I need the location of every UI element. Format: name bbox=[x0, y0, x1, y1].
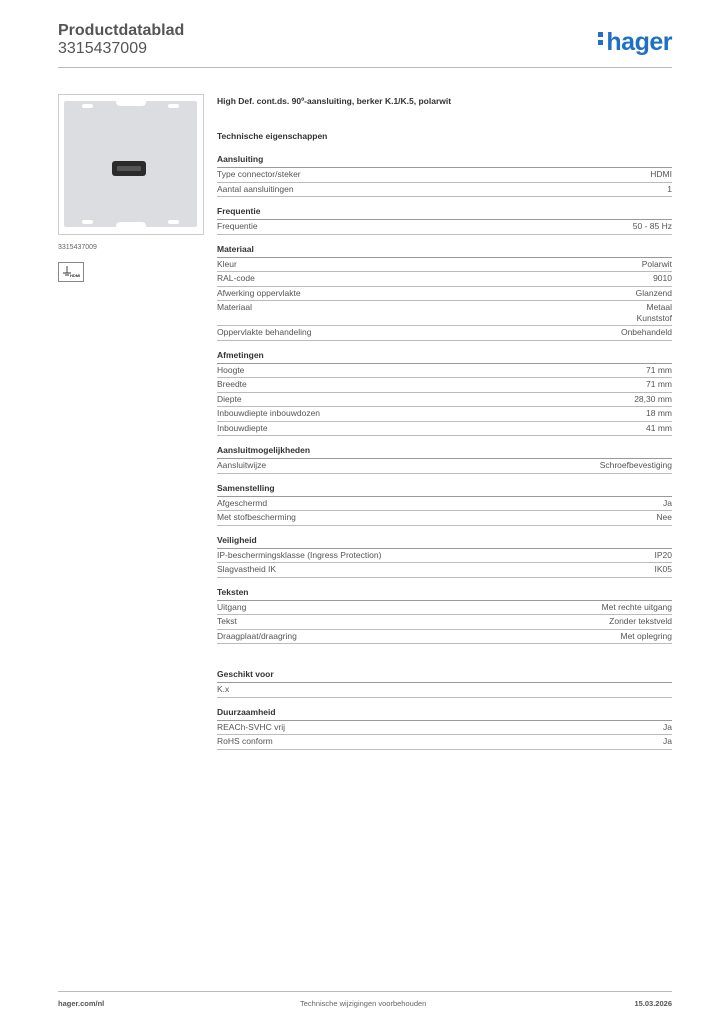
spec-section-title: Aansluiting bbox=[217, 154, 672, 168]
spec-row bbox=[217, 407, 672, 422]
spec-value bbox=[636, 288, 672, 299]
spec-value-line: Nee bbox=[656, 512, 672, 522]
footer-website: hager.com/nl bbox=[58, 999, 105, 1008]
hager-logo bbox=[598, 28, 672, 57]
spec-label: REACh-SVHC vrij bbox=[217, 721, 286, 732]
spec-row bbox=[217, 683, 672, 698]
spec-value bbox=[609, 616, 672, 627]
spec-section-title: Samenstelling bbox=[217, 483, 672, 497]
spec-value bbox=[646, 365, 672, 376]
spec-value-line: IP20 bbox=[654, 549, 672, 560]
hdmi-symbol-label: HDMI bbox=[70, 273, 81, 278]
spec-label: Diepte bbox=[217, 393, 242, 404]
spec-row bbox=[217, 183, 672, 198]
spec-row bbox=[217, 301, 672, 326]
spec-label: Hoogte bbox=[217, 364, 245, 375]
spec-label: K.x bbox=[217, 684, 230, 694]
spec-section bbox=[217, 535, 672, 578]
spec-label: Frequentie bbox=[217, 221, 258, 231]
spec-value bbox=[655, 564, 673, 575]
spec-value bbox=[653, 273, 672, 284]
spec-value-line: 28,30 mm bbox=[634, 393, 672, 404]
spec-row bbox=[217, 549, 672, 564]
footer-date: 15.03.2026 bbox=[634, 999, 672, 1008]
spec-label: RAL-code bbox=[217, 273, 255, 283]
spec-row bbox=[217, 272, 672, 287]
spec-section-title: Veiligheid bbox=[217, 535, 672, 549]
spec-label: Type connector/steker bbox=[217, 169, 301, 179]
product-title: High Def. cont.ds. 90º-aansluiting, berker K.1/K.5, polarwit bbox=[217, 96, 452, 106]
spec-value-line: Ja bbox=[663, 721, 672, 732]
spec-value bbox=[667, 184, 672, 195]
spec-value-line: 1 bbox=[667, 183, 672, 194]
spec-section-title: Geschikt voor bbox=[217, 669, 672, 683]
spec-label: Inbouwdiepte bbox=[217, 422, 268, 433]
spec-section-title: Aansluitmogelijkheden bbox=[217, 445, 672, 459]
spec-label: Tekst bbox=[217, 616, 237, 626]
spec-section-title: Frequentie bbox=[217, 206, 672, 220]
image-caption: 3315437009 bbox=[58, 244, 97, 251]
spec-label: Afgeschermd bbox=[217, 497, 268, 508]
spec-section bbox=[217, 483, 672, 526]
spec-label: RoHS conform bbox=[217, 736, 273, 746]
spec-row bbox=[217, 601, 672, 616]
spec-value-line: Polarwit bbox=[641, 258, 672, 269]
spec-value bbox=[646, 423, 672, 434]
spec-row bbox=[217, 364, 672, 379]
spec-value-line: Glanzend bbox=[635, 287, 672, 298]
spec-section-title: Teksten bbox=[217, 587, 672, 601]
spec-label: Kleur bbox=[217, 258, 237, 269]
spec-section bbox=[217, 154, 672, 197]
spec-value bbox=[646, 408, 672, 419]
hdmi-symbol-icon bbox=[58, 262, 84, 282]
spec-section-title: Afmetingen bbox=[217, 350, 672, 364]
spec-section-title: Materiaal bbox=[217, 244, 672, 258]
spec-section bbox=[217, 244, 672, 341]
spec-value bbox=[642, 259, 672, 270]
spec-section bbox=[217, 707, 672, 750]
spec-value-line: Ja bbox=[663, 497, 672, 508]
product-number: 3315437009 bbox=[58, 40, 147, 57]
spec-row bbox=[217, 220, 672, 235]
spec-label: Met stofbescherming bbox=[217, 512, 296, 522]
spec-row bbox=[217, 497, 672, 512]
spec-row bbox=[217, 258, 672, 273]
spec-value bbox=[621, 327, 672, 338]
footer-divider bbox=[58, 991, 672, 992]
spec-section bbox=[217, 669, 672, 698]
header-divider bbox=[58, 67, 672, 68]
spec-label: Oppervlakte behandeling bbox=[217, 327, 312, 337]
spec-row bbox=[217, 393, 672, 408]
spec-value bbox=[633, 221, 672, 232]
spec-label: Aantal aansluitingen bbox=[217, 183, 294, 194]
spec-label: IP-beschermingsklasse (Ingress Protection) bbox=[217, 549, 382, 560]
spec-value-line: 71 mm bbox=[646, 379, 672, 389]
spec-value-line: HDMI bbox=[650, 169, 672, 179]
spec-label: Uitgang bbox=[217, 601, 247, 612]
spec-row bbox=[217, 168, 672, 183]
spec-value-line: Ja bbox=[663, 736, 672, 746]
spec-value-line: Onbehandeld bbox=[620, 327, 672, 337]
spec-label: Breedte bbox=[217, 379, 247, 389]
spec-label: Inbouwdiepte inbouwdozen bbox=[217, 408, 321, 418]
spec-value bbox=[663, 722, 672, 733]
logo-colon-icon bbox=[598, 29, 604, 48]
footer-disclaimer: Technische wijzigingen voorbehouden bbox=[300, 999, 427, 1008]
spec-label: Slagvastheid IK bbox=[217, 564, 277, 574]
spec-value bbox=[646, 379, 672, 390]
spec-value-line: Kunststof bbox=[636, 312, 672, 323]
spec-value bbox=[655, 550, 673, 561]
spec-value-line: 9010 bbox=[653, 273, 672, 283]
spec-value bbox=[656, 512, 672, 523]
spec-label: Draagplaat/draagring bbox=[217, 630, 297, 641]
spec-value bbox=[634, 394, 672, 405]
spec-value-line: IK05 bbox=[654, 564, 672, 574]
spec-value bbox=[637, 302, 672, 323]
spec-row bbox=[217, 563, 672, 578]
spec-value-line: Met oplegring bbox=[620, 630, 672, 641]
spec-row bbox=[217, 615, 672, 630]
spec-table bbox=[217, 154, 672, 759]
spec-section-title: Duurzaamheid bbox=[217, 707, 672, 721]
spec-section bbox=[217, 350, 672, 437]
logo-text: hager bbox=[606, 28, 672, 56]
spec-row bbox=[217, 511, 672, 526]
spec-label: Aansluitwijze bbox=[217, 460, 267, 470]
spec-row bbox=[217, 721, 672, 736]
spec-row bbox=[217, 459, 672, 474]
spec-row bbox=[217, 735, 672, 750]
spec-value-line: Metaal bbox=[646, 302, 672, 312]
spec-value-line: Schroefbevestiging bbox=[599, 460, 672, 470]
cover-plate-image bbox=[64, 101, 197, 227]
spec-row bbox=[217, 287, 672, 302]
technical-properties-heading: Technische eigenschappen bbox=[217, 131, 328, 141]
product-image bbox=[58, 94, 204, 235]
spec-label: Materiaal bbox=[217, 302, 252, 312]
spec-label: Afwerking oppervlakte bbox=[217, 287, 301, 298]
spec-value-line: 41 mm bbox=[646, 422, 672, 433]
hdmi-port-icon bbox=[112, 161, 146, 176]
spec-section bbox=[217, 587, 672, 645]
spec-section bbox=[217, 206, 672, 235]
spec-value-line: Met rechte uitgang bbox=[601, 601, 672, 612]
spec-value-line: 50 - 85 Hz bbox=[632, 221, 672, 231]
spec-row bbox=[217, 378, 672, 393]
spec-value-line: Zonder tekstveld bbox=[609, 616, 672, 626]
spec-value bbox=[620, 631, 672, 642]
spec-value-line: 71 mm bbox=[646, 364, 672, 375]
spec-value bbox=[663, 498, 672, 509]
spec-value bbox=[650, 169, 672, 180]
spec-value bbox=[602, 602, 672, 613]
spec-row bbox=[217, 326, 672, 341]
spec-row bbox=[217, 630, 672, 645]
page-title: Productdatablad bbox=[58, 22, 185, 39]
spec-value bbox=[663, 736, 672, 747]
spec-value bbox=[600, 460, 672, 471]
spec-value-line: 18 mm bbox=[646, 408, 672, 418]
spec-section bbox=[217, 445, 672, 474]
spec-row bbox=[217, 422, 672, 437]
